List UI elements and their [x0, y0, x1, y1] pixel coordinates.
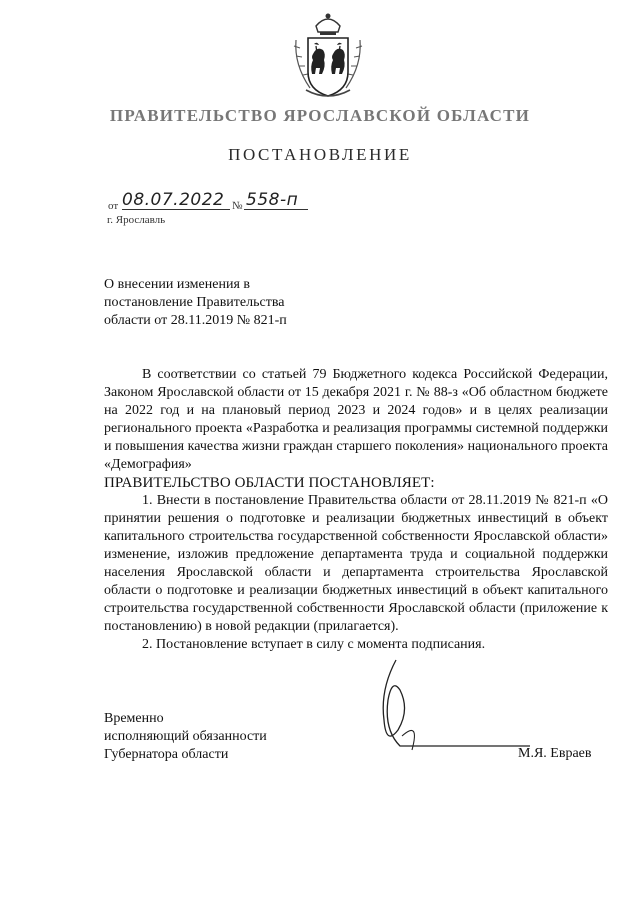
subject-line-1: О внесении изменения в [104, 277, 250, 292]
handwritten-signature [340, 650, 540, 770]
handwritten-date: 08.07.2022 [122, 190, 225, 210]
signatory-line-1: Временно [104, 711, 164, 726]
subject-line-3: области от 28.11.2019 № 821-п [104, 313, 287, 328]
signer-name: М.Я. Евраев [518, 746, 592, 761]
number-prefix: № [232, 200, 243, 212]
number-underline [244, 209, 308, 210]
coat-of-arms-icon [286, 10, 370, 102]
city-label: г. Ярославль [107, 214, 166, 226]
handwritten-number: 558-п [246, 190, 299, 210]
government-title: ПРАВИТЕЛЬСТВО ЯРОСЛАВСКОЙ ОБЛАСТИ [109, 106, 531, 125]
document-body [104, 366, 608, 654]
document-type: ПОСТАНОВЛЕНИЕ [228, 145, 412, 164]
signatory-line-2: исполняющий обязанности [104, 729, 267, 744]
preamble-paragraph: В соответствии со статьей 79 Бюджетного кодекса Российской Федерации, Законом Ярославской области от 15 декабря 2021 г. № 88-з «Об областном бюджете на 2022 год и на плановый период 2023 и 2024 годов» и в целях реализации регионального проекта «Разработка и реализация программы системной поддержки и повышения качества жизни граждан старшего поколения» национального проекта «Демография» [104, 367, 608, 472]
document-subject [104, 276, 344, 330]
subject-line-2: постановление Правительства [104, 295, 285, 310]
signatory-line-3: Губернатора области [104, 747, 229, 762]
decree-heading: ПРАВИТЕЛЬСТВО ОБЛАСТИ ПОСТАНОВЛЯЕТ: [104, 475, 435, 491]
date-prefix: от [108, 200, 119, 212]
item-2-paragraph: 2. Постановление вступает в силу с момента подписания. [142, 637, 486, 652]
signatory-position [104, 710, 304, 764]
date-underline [122, 209, 230, 210]
item-1-paragraph: 1. Внести в постановление Правительства области от 28.11.2019 № 821-п «О принятии решения о подготовке и реализации бюджетных инвестиций в объект капитального строительства государственной собственности Ярославской области» изменение, изложив предложение департамента труда и социальной поддержки населения Ярославской области и департамента строительства Ярославской области о подготовке и реализации бюджетных инвестиций в объект капитального строительства государственной собственности Ярославской области (приложение к постановлению) в новой редакции (прилагается). [104, 493, 608, 634]
registration-line [104, 192, 324, 216]
